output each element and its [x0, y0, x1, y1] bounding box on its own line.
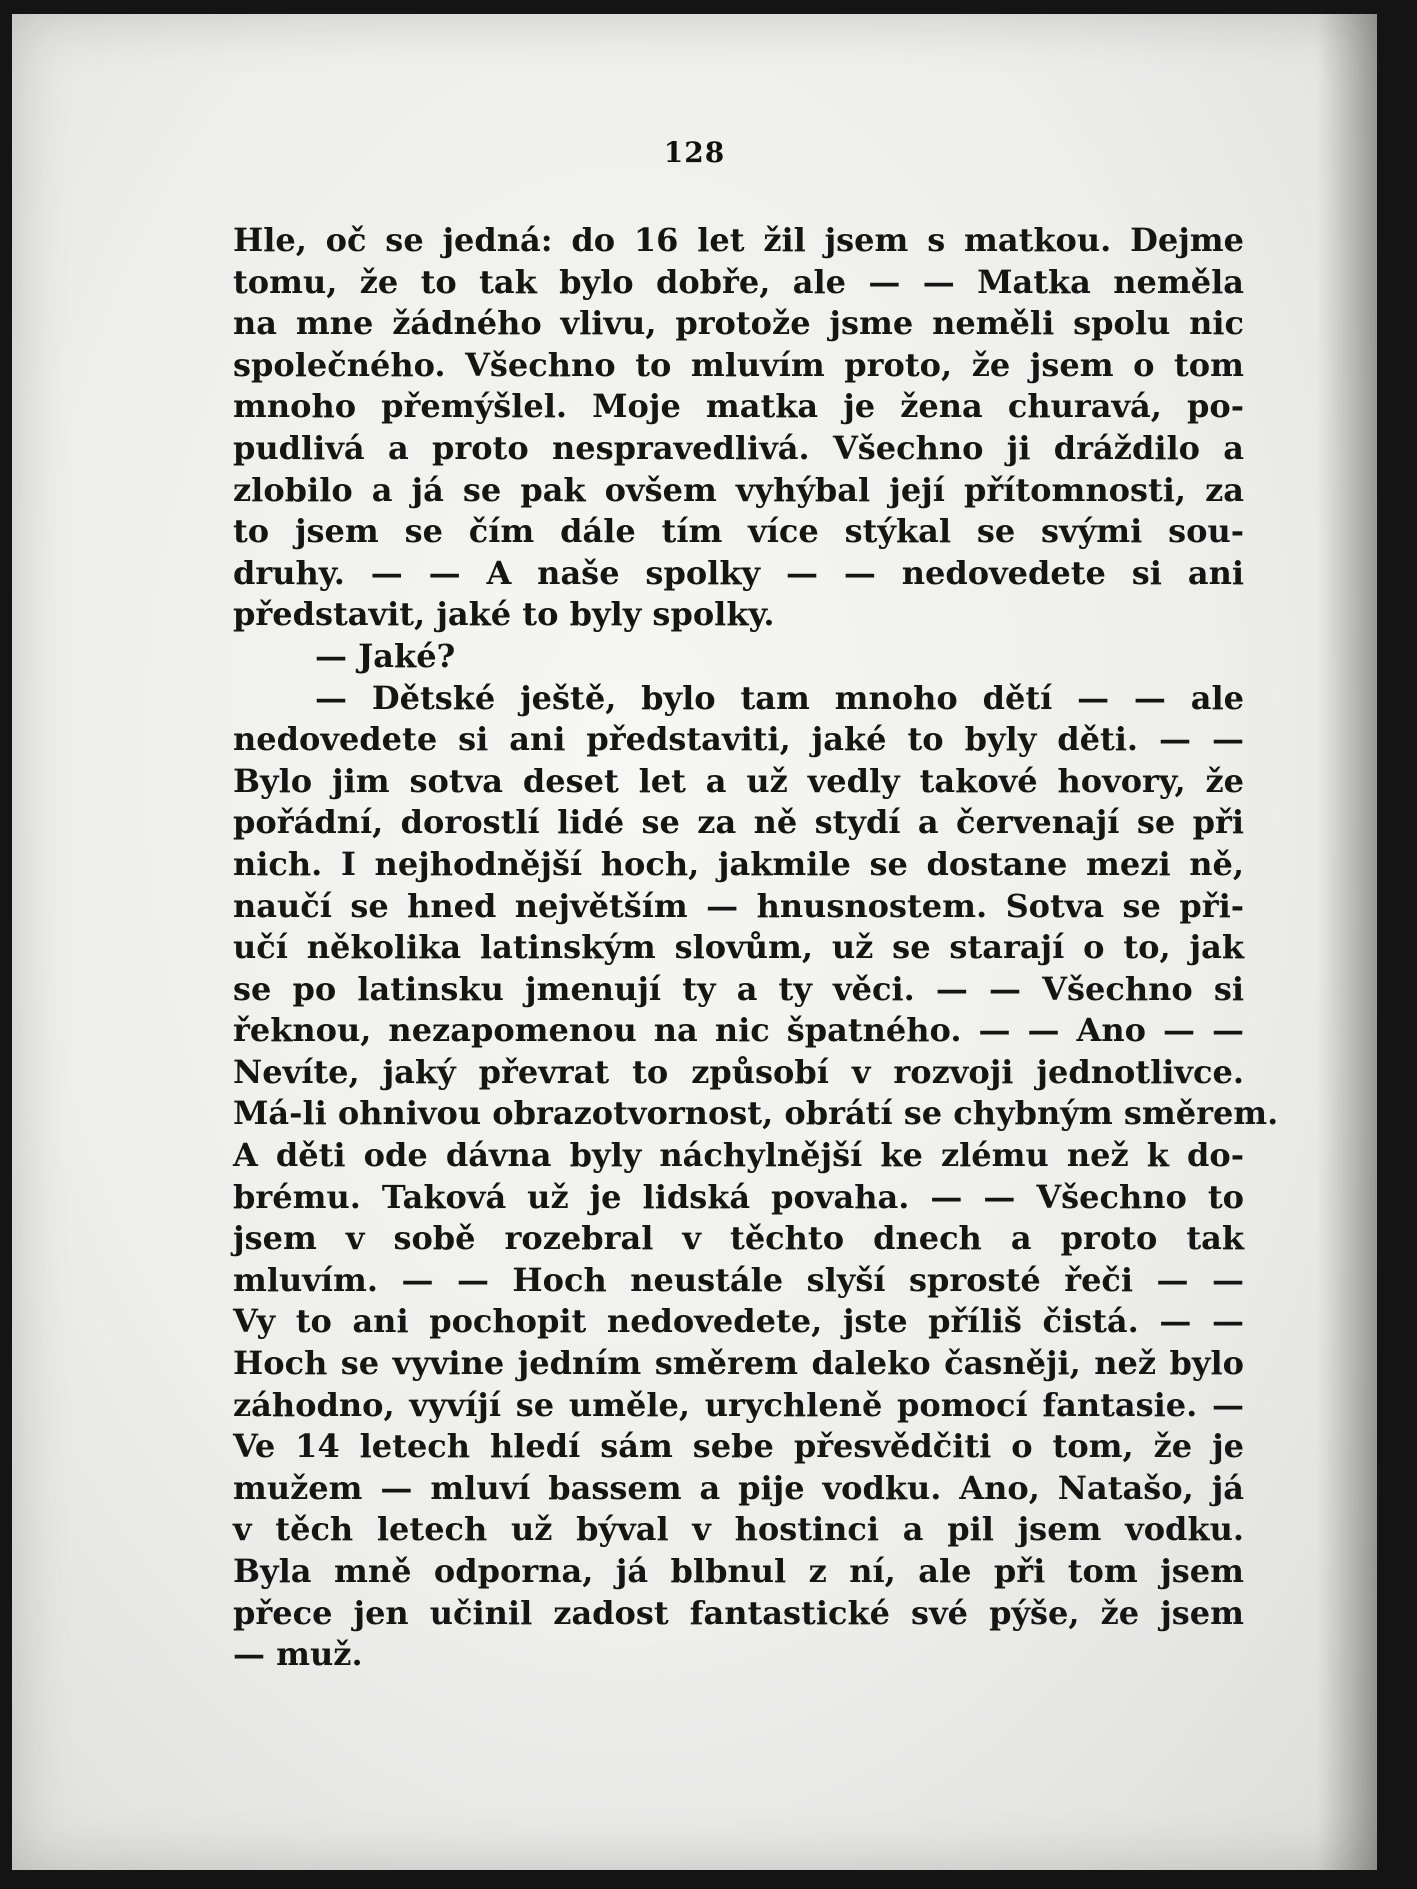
- text-line: naučí se hned největším — hnusnostem. Sotva se při-: [233, 886, 1244, 925]
- page-number: 128: [663, 136, 726, 169]
- text-line: záhodno, vyvíjí se uměle, urychleně pomocí fantasie. —: [233, 1385, 1244, 1424]
- text-line: Byla mně odporna, já blbnul z ní, ale při tom jsem: [233, 1552, 1244, 1590]
- text-line: nich. I nejhodnější hoch, jakmile se dostane mezi ně,: [233, 844, 1244, 883]
- text-line: Nevíte, jaký převrat to způsobí v rozvoji jednotlivce.: [233, 1052, 1244, 1091]
- text-line: A děti ode dávna byly náchylnější ke zlému než k do-: [233, 1136, 1244, 1175]
- text-line: Hoch se vyvine jedním směrem daleko časněji, než bylo: [233, 1344, 1244, 1383]
- text-line: — Dětské ještě, bylo tam mnoho dětí — — ale: [315, 678, 1244, 717]
- text-line: zlobilo a já se pak ovšem vyhýbal její přítomnosti, za: [233, 470, 1244, 509]
- text-line: Vy to ani pochopit nedovedete, jste příliš čistá. — —: [233, 1302, 1244, 1341]
- text-line: pudlivá a proto nespravedlivá. Všechno ji dráždilo a: [233, 428, 1244, 467]
- text-line: přece jen učinil zadost fantastické své pýše, že jsem: [233, 1593, 1244, 1632]
- text-line: — Jaké?: [315, 636, 456, 675]
- text-line: se po latinsku jmenují ty a ty věci. — — Všechno si: [233, 969, 1244, 1008]
- book-page: [12, 14, 1377, 1870]
- text-line: pořádní, dorostlí lidé se za ně stydí a červenají se při: [233, 803, 1244, 842]
- text-line: druhy. — — A naše spolky — — nedovedete si ani: [233, 553, 1244, 592]
- text-line: tomu, že to tak bylo dobře, ale — — Matka neměla: [233, 262, 1244, 301]
- text-line: Bylo jim sotva deset let a už vedly takové hovory, že: [233, 761, 1244, 800]
- text-line: brému. Taková už je lidská povaha. — — Všechno to: [233, 1177, 1244, 1216]
- text-line: nedovedete si ani představiti, jaké to byly děti. — —: [233, 720, 1244, 759]
- text-line: učí několika latinským slovům, už se starají o to, jak: [233, 928, 1244, 967]
- text-line: to jsem se čím dále tím více stýkal se svými sou-: [233, 512, 1244, 551]
- text-line: mluvím. — — Hoch neustále slyší sprosté řeči — —: [233, 1260, 1244, 1299]
- binding-shadow: [1317, 14, 1377, 1870]
- text-line: mužem — mluví bassem a pije vodku. Ano, Natašo, já: [233, 1468, 1244, 1507]
- body-text: [233, 220, 1279, 1676]
- text-line: Ve 14 letech hledí sám sebe přesvědčiti o tom, že je: [233, 1427, 1244, 1466]
- text-line: představit, jaké to byly spolky.: [233, 595, 775, 634]
- text-line: společného. Všechno to mluvím proto, že jsem o tom: [233, 345, 1244, 384]
- text-line: v těch letech už býval v hostinci a pil jsem vodku.: [233, 1510, 1244, 1549]
- text-line: jsem v sobě rozebral v těchto dnech a proto tak: [233, 1219, 1244, 1258]
- text-line: Hle, oč se jedná: do 16 let žil jsem s matkou. Dejme: [233, 221, 1244, 259]
- text-line: — muž.: [233, 1635, 363, 1674]
- text-line: řeknou, nezapomenou na nic špatného. — — Ano — —: [233, 1011, 1244, 1050]
- text-line: Má-li ohnivou obrazotvornost, obrátí se chybným směrem.: [233, 1094, 1279, 1133]
- text-line: mnoho přemýšlel. Moje matka je žena churavá, po-: [233, 387, 1244, 426]
- text-line: na mne žádného vlivu, protože jsme neměli spolu nic: [233, 304, 1244, 343]
